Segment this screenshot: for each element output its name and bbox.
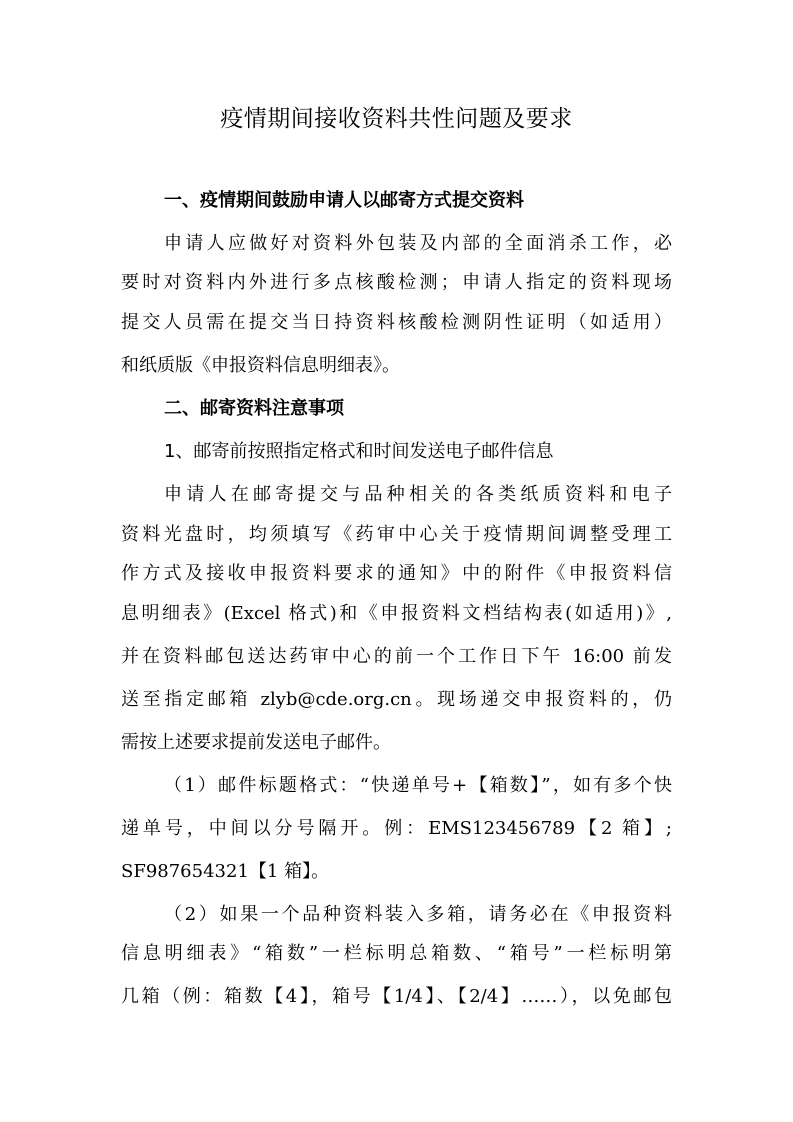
paragraph-line: （1）邮件标题格式：“快递单号+【箱数】”，如有多个快 (164, 775, 672, 796)
paragraph-line: 提交人员需在提交当日持资料核酸检测阴性证明（如适用） (121, 312, 672, 333)
section-2-heading: 二、邮寄资料注意事项 (164, 398, 344, 419)
subsection-heading: 1、邮寄前按照指定格式和时间发送电子邮件信息 (164, 441, 554, 462)
paragraph-line: 资料光盘时，均须填写《药审中心关于疫情期间调整受理工 (121, 524, 672, 545)
paragraph-line: 作方式及接收申报资料要求的通知》中的附件《申报资料信 (121, 563, 672, 584)
paragraph-line: 信息明细表》“箱数”一栏标明总箱数、“箱号”一栏标明第 (121, 943, 672, 964)
paragraph-line: 申请人在邮寄提交与品种相关的各类纸质资料和电子 (164, 484, 672, 505)
paragraph-line: 和纸质版《申报资料信息明细表》。 (121, 355, 400, 376)
paragraph-line: 需按上述要求提前发送电子邮件。 (121, 732, 391, 753)
paragraph-line: 并在资料邮包送达药审中心的前一个工作日下午 16:00 前发 (121, 646, 672, 667)
paragraph-line: 申请人应做好对资料外包装及内部的全面消杀工作，必 (164, 233, 672, 254)
paragraph-line: 息明细表》(Excel 格式)和《申报资料文档结构表(如适用)》, (121, 603, 672, 624)
paragraph-line: SF987654321【1 箱】。 (121, 861, 330, 882)
paragraph-line: 递单号，中间以分号隔开。例：EMS123456789【2 箱】; (121, 818, 672, 839)
paragraph-line: 送至指定邮箱 zlyb@cde.org.cn。现场递交申报资料的，仍 (121, 689, 672, 710)
paragraph-line: 几箱（例：箱数【4】，箱号【1/4】、【2/4】……），以免邮包 (121, 986, 672, 1007)
paragraph-line: （2）如果一个品种资料装入多箱，请务必在《申报资料 (164, 904, 672, 925)
section-1-heading: 一、疫情期间鼓励申请人以邮寄方式提交资料 (164, 190, 524, 211)
paragraph-line: 要时对资料内外进行多点核酸检测；申请人指定的资料现场 (121, 272, 672, 293)
document-title: 疫情期间接收资料共性问题及要求 (220, 106, 573, 132)
